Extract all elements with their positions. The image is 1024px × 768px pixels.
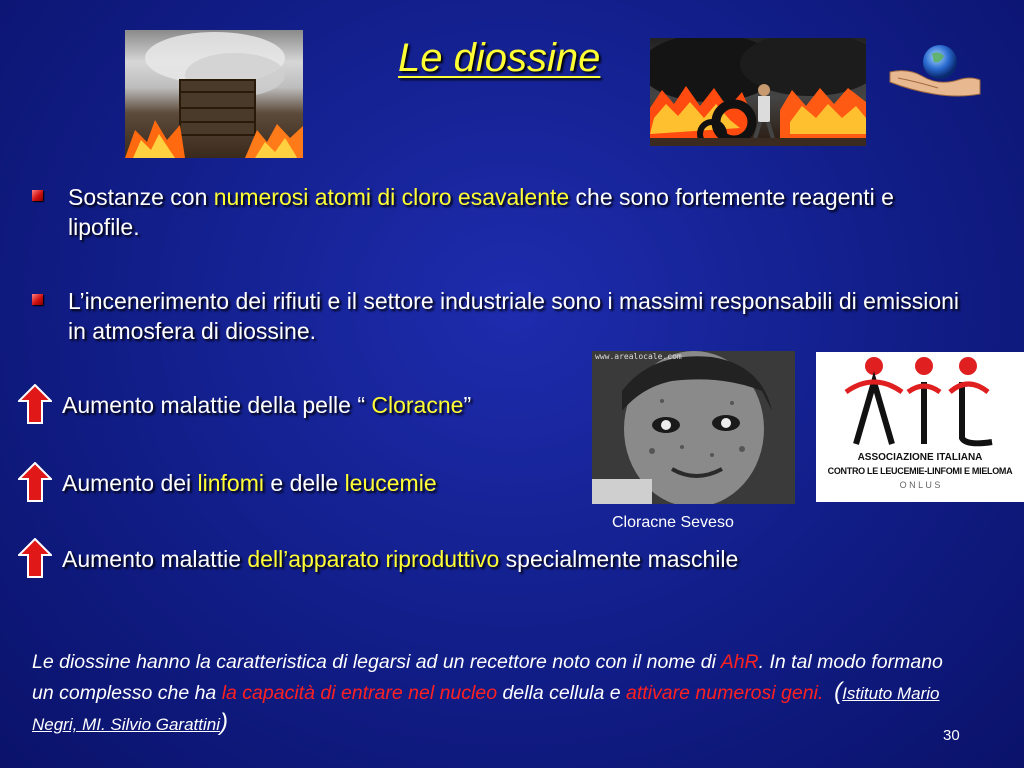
highlight-text: linfomi bbox=[197, 470, 264, 496]
red-highlight-text: la capacità di entrare nel nucleo bbox=[221, 682, 498, 704]
ail-logo-line2: CONTRO LE LEUCEMIE-LINFOMI E MIELOMA bbox=[827, 466, 1013, 476]
bullet-text: Sostanze con numerosi atomi di cloro esavalente che sono fortemente reagenti e lipofile. bbox=[68, 184, 894, 240]
highlight-text: numerosi atomi di cloro esavalente bbox=[213, 184, 570, 210]
arrow-text: Aumento malattie dell’apparato riproduttivo specialmente maschile bbox=[62, 546, 739, 572]
bullet-text: L’incenerimento dei rifiuti e il settore industriale sono i massimi responsabili di emissioni in atmosfera di diossine. bbox=[68, 288, 960, 344]
ail-logo bbox=[816, 352, 1024, 502]
highlight-text: leucemie bbox=[344, 470, 437, 496]
photo-watermark: www.arealocale.com bbox=[595, 352, 682, 361]
bullet-marker-icon bbox=[32, 294, 43, 305]
bullet-marker-icon bbox=[32, 190, 43, 201]
red-highlight-text: AhR bbox=[720, 651, 759, 673]
red-highlight-text: attivare numerosi geni. bbox=[626, 682, 824, 704]
ail-logo-line1: ASSOCIAZIONE ITALIANA bbox=[857, 452, 983, 463]
reference-link[interactable]: Istituto Mario Negri, MI. Silvio Garattini bbox=[32, 684, 940, 734]
chloracne-child-photo bbox=[592, 351, 795, 504]
footnote-paragraph: Le diossine hanno la caratteristica di legarsi ad un recettore noto con il nome di AhR. In tal modo formano un complesso che ha la capacità di entrare nel nucleo della cellula e attivare numerosi geni. (Istituto Mario Negri, MI. Silvio Garattini) bbox=[32, 651, 943, 736]
burning-tires-photo bbox=[650, 38, 866, 146]
highlight-text: dell’apparato riproduttivo bbox=[247, 546, 500, 572]
arrow-text: Aumento dei linfomi e delle leucemie bbox=[62, 470, 437, 496]
page-number: 30 bbox=[943, 727, 960, 744]
up-arrow-icon bbox=[18, 538, 52, 578]
ail-logo-line3: O N L U S bbox=[899, 480, 941, 490]
up-arrow-icon bbox=[18, 384, 52, 424]
slide-title: Le diossine bbox=[398, 36, 601, 80]
highlight-text: Cloracne bbox=[371, 392, 464, 418]
bullet-item bbox=[32, 286, 972, 348]
bullet-item bbox=[32, 182, 972, 244]
arrow-text: Aumento malattie della pelle “ Cloracne” bbox=[62, 392, 472, 418]
photo-caption: Cloracne Seveso bbox=[612, 514, 734, 531]
burning-waste-photo bbox=[125, 30, 303, 158]
globe-in-hands-icon bbox=[888, 42, 982, 100]
up-arrow-icon bbox=[18, 462, 52, 502]
